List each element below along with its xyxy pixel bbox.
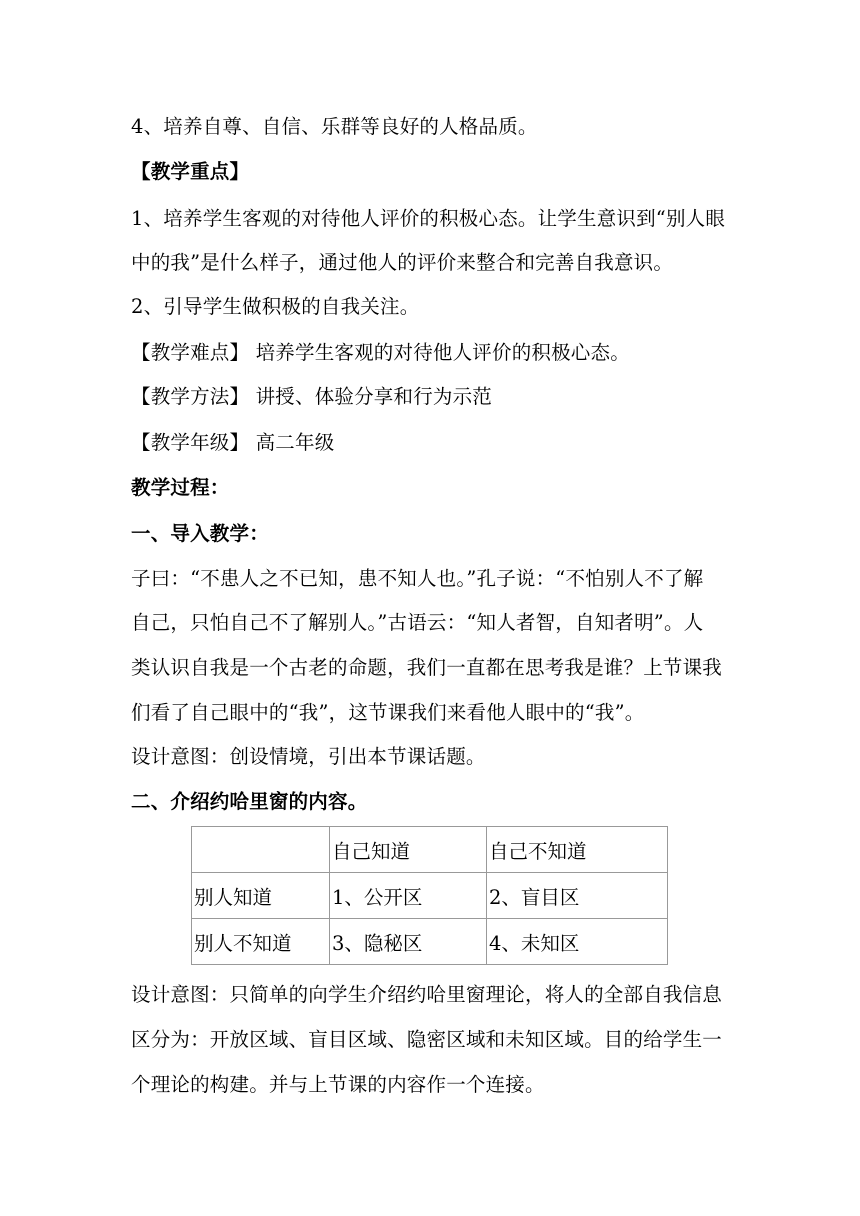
design-intent-1: 设计意图：创设情境，引出本节课话题。 [131, 745, 486, 768]
heading-intro: 一、导入教学： [131, 522, 269, 545]
table-cell: 别人知道 [192, 873, 330, 919]
difficulty-line: 【教学难点】 培养学生客观的对待他人评价的积极心态。 [131, 341, 630, 364]
table-cell: 自己知道 [330, 827, 487, 873]
table-cell: 3、隐秘区 [330, 919, 487, 965]
heading-johari: 二、介绍约哈里窗的内容。 [131, 790, 368, 813]
grade-line: 【教学年级】 高二年级 [131, 431, 335, 454]
key-point-1-line-2: 中的我”是什么样子，通过他人的评价来整合和完善自我意识。 [131, 251, 674, 274]
table-row [192, 827, 668, 873]
table-cell: 自己不知道 [487, 827, 668, 873]
table-cell: 别人不知道 [192, 919, 330, 965]
table-cell: 4、未知区 [487, 919, 668, 965]
heading-key-points: 【教学重点】 [131, 160, 250, 183]
table-cell: 2、盲目区 [487, 873, 668, 919]
table-cell [192, 827, 330, 873]
intro-line-4: 们看了自己眼中的“我”，这节课我们来看他人眼中的“我”。 [131, 701, 645, 724]
design-intent-2-line-1: 设计意图：只简单的向学生介绍约哈里窗理论，将人的全部自我信息 [131, 983, 723, 1006]
key-point-1-line-1: 1、培养学生客观的对待他人评价的积极心态。让学生意识到“别人眼 [131, 207, 726, 230]
objective-4: 4、培养自尊、自信、乐群等良好的人格品质。 [131, 115, 538, 138]
table-cell: 1、公开区 [330, 873, 487, 919]
intro-line-2: 自己，只怕自己不了解别人。”古语云：“知人者智，自知者明”。人 [131, 611, 704, 634]
johari-window-table [191, 826, 668, 965]
table-row [192, 873, 668, 919]
heading-process: 教学过程： [131, 476, 230, 499]
intro-line-1: 子曰：“不患人之不已知，患不知人也。”孔子说：“不怕别人不了解 [131, 567, 704, 590]
design-intent-2-line-2: 区分为：开放区域、盲目区域、隐密区域和未知区域。目的给学生一 [131, 1028, 723, 1051]
key-point-2: 2、引导学生做积极的自我关注。 [131, 295, 420, 318]
intro-line-3: 类认识自我是一个古老的命题，我们一直都在思考我是谁？上节课我 [131, 656, 723, 679]
method-line: 【教学方法】 讲授、体验分享和行为示范 [131, 385, 492, 408]
table-row [192, 919, 668, 965]
design-intent-2-line-3: 个理论的构建。并与上节课的内容作一个连接。 [131, 1073, 545, 1096]
